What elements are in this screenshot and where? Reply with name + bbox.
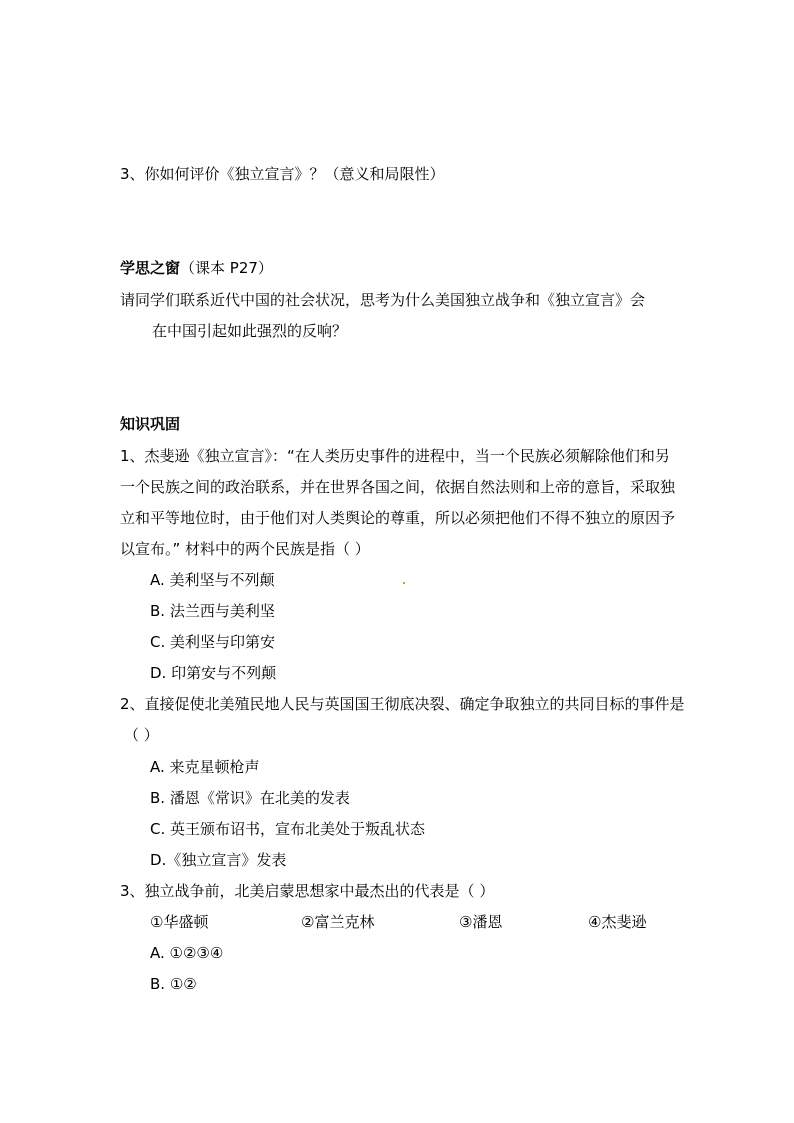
q2-option-a: A. 来克星顿枪声 [150, 758, 260, 776]
q1-line-4: 以宣布。” 材料中的两个民族是指（ ） [120, 540, 370, 558]
q2-line-2: （ ） [124, 726, 159, 744]
q2-option-b: B. 潘恩《常识》在北美的发表 [150, 789, 350, 807]
q1-option-b: B. 法兰西与美利坚 [150, 602, 275, 620]
q1-option-c: C. 美利坚与印第安 [150, 633, 276, 651]
textbook-reference: （课本 P27） [180, 259, 273, 277]
q3-item-4: ④杰斐逊 [588, 913, 647, 931]
q1-option-d: D. 印第安与不列颠 [150, 664, 277, 682]
q1-option-a: A. 美利坚与不列颠 [150, 571, 275, 589]
q1-line-1: 1、杰斐逊《独立宣言》：“在人类历史事件的进程中，当一个民族必须解除他们和另 [120, 447, 670, 465]
xuesi-body-line-2: 在中国引起如此强烈的反响？ [152, 322, 348, 340]
section-heading-xuesi: 学思之窗 [120, 259, 181, 277]
q3-items-row [0, 912, 794, 932]
decorative-dot [403, 582, 405, 584]
q3-item-2: ②富兰克林 [301, 913, 375, 931]
q3-option-a: A. ①②③④ [150, 944, 224, 962]
q3-item-3: ③潘恩 [459, 913, 503, 931]
q2-line-1: 2、直接促使北美殖民地人民与英国国王彻底决裂、确定争取独立的共同目标的事件是 [120, 695, 685, 713]
question-3-evaluate: 3、你如何评价《独立宣言》？（意义和局限性） [120, 165, 445, 183]
q2-option-d: D.《独立宣言》发表 [150, 851, 287, 869]
section-heading-knowledge: 知识巩固 [120, 415, 181, 433]
xuesi-heading-line [120, 258, 273, 278]
xuesi-body-line-1: 请同学们联系近代中国的社会状况，思考为什么美国独立战争和《独立宣言》会 [120, 291, 646, 309]
q1-line-2: 一个民族之间的政治联系，并在世界各国之间，依据自然法则和上帝的意旨，采取独 [120, 478, 676, 496]
q1-line-3: 立和平等地位时，由于他们对人类舆论的尊重，所以必须把他们不得不独立的原因予 [120, 509, 676, 527]
q3-item-1: ①华盛顿 [150, 913, 209, 931]
q3-stem: 3、独立战争前，北美启蒙思想家中最杰出的代表是（ ） [120, 882, 495, 900]
q3-option-b: B. ①② [150, 975, 197, 993]
q2-option-c: C. 英王颁布诏书，宣布北美处于叛乱状态 [150, 820, 426, 838]
